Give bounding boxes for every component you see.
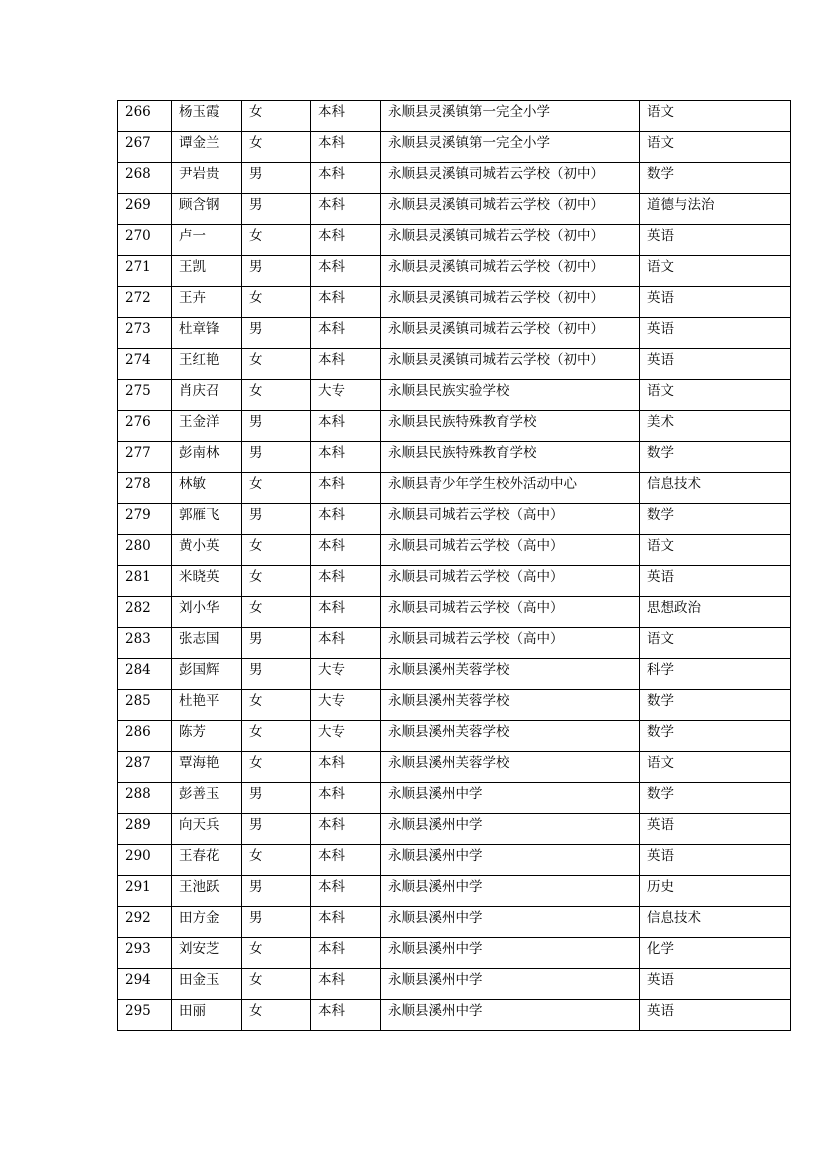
row-number-cell: 283	[118, 628, 172, 659]
school-cell: 永顺县民族特殊教育学校	[381, 411, 640, 442]
school-cell: 永顺县司城若云学校（高中）	[381, 628, 640, 659]
education-cell: 本科	[311, 907, 381, 938]
subject-cell: 语文	[640, 535, 791, 566]
gender-cell: 男	[242, 783, 311, 814]
row-number-cell: 291	[118, 876, 172, 907]
gender-cell: 女	[242, 535, 311, 566]
name-cell: 彭国辉	[172, 659, 242, 690]
school-cell: 永顺县溪州中学	[381, 1000, 640, 1031]
table-row	[118, 504, 791, 535]
name-cell: 米晓英	[172, 566, 242, 597]
row-number-cell: 295	[118, 1000, 172, 1031]
row-number-cell: 280	[118, 535, 172, 566]
education-cell: 本科	[311, 132, 381, 163]
subject-cell: 思想政治	[640, 597, 791, 628]
name-cell: 彭南林	[172, 442, 242, 473]
subject-cell: 英语	[640, 349, 791, 380]
table-row	[118, 597, 791, 628]
name-cell: 杨玉霞	[172, 101, 242, 132]
school-cell: 永顺县民族特殊教育学校	[381, 442, 640, 473]
name-cell: 田丽	[172, 1000, 242, 1031]
gender-cell: 女	[242, 101, 311, 132]
name-cell: 覃海艳	[172, 752, 242, 783]
education-cell: 本科	[311, 473, 381, 504]
row-number-cell: 268	[118, 163, 172, 194]
name-cell: 谭金兰	[172, 132, 242, 163]
gender-cell: 女	[242, 721, 311, 752]
gender-cell: 男	[242, 814, 311, 845]
row-number-cell: 279	[118, 504, 172, 535]
education-cell: 本科	[311, 225, 381, 256]
subject-cell: 英语	[640, 318, 791, 349]
roster-body	[118, 101, 791, 1031]
subject-cell: 语文	[640, 380, 791, 411]
gender-cell: 男	[242, 876, 311, 907]
education-cell: 本科	[311, 256, 381, 287]
name-cell: 王春花	[172, 845, 242, 876]
school-cell: 永顺县溪州中学	[381, 969, 640, 1000]
table-row	[118, 380, 791, 411]
name-cell: 杜艳平	[172, 690, 242, 721]
row-number-cell: 275	[118, 380, 172, 411]
gender-cell: 女	[242, 1000, 311, 1031]
row-number-cell: 274	[118, 349, 172, 380]
education-cell: 本科	[311, 1000, 381, 1031]
subject-cell: 数学	[640, 690, 791, 721]
row-number-cell: 278	[118, 473, 172, 504]
school-cell: 永顺县司城若云学校（高中）	[381, 504, 640, 535]
subject-cell: 数学	[640, 442, 791, 473]
gender-cell: 女	[242, 566, 311, 597]
name-cell: 王凯	[172, 256, 242, 287]
school-cell: 永顺县溪州芙蓉学校	[381, 659, 640, 690]
gender-cell: 男	[242, 163, 311, 194]
table-row	[118, 938, 791, 969]
school-cell: 永顺县司城若云学校（高中）	[381, 597, 640, 628]
school-cell: 永顺县灵溪镇司城若云学校（初中）	[381, 163, 640, 194]
education-cell: 本科	[311, 876, 381, 907]
name-cell: 卢一	[172, 225, 242, 256]
education-cell: 本科	[311, 938, 381, 969]
name-cell: 刘小华	[172, 597, 242, 628]
name-cell: 陈芳	[172, 721, 242, 752]
name-cell: 王池跃	[172, 876, 242, 907]
table-row	[118, 1000, 791, 1031]
name-cell: 田金玉	[172, 969, 242, 1000]
row-number-cell: 271	[118, 256, 172, 287]
education-cell: 本科	[311, 845, 381, 876]
education-cell: 本科	[311, 101, 381, 132]
subject-cell: 化学	[640, 938, 791, 969]
gender-cell: 女	[242, 225, 311, 256]
name-cell: 林敏	[172, 473, 242, 504]
name-cell: 尹岩贵	[172, 163, 242, 194]
education-cell: 本科	[311, 566, 381, 597]
row-number-cell: 285	[118, 690, 172, 721]
name-cell: 彭善玉	[172, 783, 242, 814]
row-number-cell: 276	[118, 411, 172, 442]
table-row	[118, 287, 791, 318]
school-cell: 永顺县青少年学生校外活动中心	[381, 473, 640, 504]
education-cell: 本科	[311, 349, 381, 380]
school-cell: 永顺县灵溪镇司城若云学校（初中）	[381, 194, 640, 225]
subject-cell: 英语	[640, 287, 791, 318]
gender-cell: 女	[242, 752, 311, 783]
table-row	[118, 721, 791, 752]
row-number-cell: 277	[118, 442, 172, 473]
education-cell: 本科	[311, 535, 381, 566]
name-cell: 向天兵	[172, 814, 242, 845]
school-cell: 永顺县灵溪镇司城若云学校（初中）	[381, 318, 640, 349]
table-row	[118, 349, 791, 380]
row-number-cell: 284	[118, 659, 172, 690]
gender-cell: 女	[242, 473, 311, 504]
name-cell: 张志国	[172, 628, 242, 659]
school-cell: 永顺县溪州中学	[381, 907, 640, 938]
subject-cell: 科学	[640, 659, 791, 690]
school-cell: 永顺县灵溪镇司城若云学校（初中）	[381, 225, 640, 256]
school-cell: 永顺县司城若云学校（高中）	[381, 566, 640, 597]
subject-cell: 英语	[640, 969, 791, 1000]
gender-cell: 女	[242, 938, 311, 969]
row-number-cell: 272	[118, 287, 172, 318]
subject-cell: 语文	[640, 101, 791, 132]
education-cell: 大专	[311, 721, 381, 752]
name-cell: 杜章锋	[172, 318, 242, 349]
education-cell: 本科	[311, 442, 381, 473]
table-row	[118, 535, 791, 566]
row-number-cell: 267	[118, 132, 172, 163]
name-cell: 田方金	[172, 907, 242, 938]
table-row	[118, 628, 791, 659]
subject-cell: 语文	[640, 132, 791, 163]
table-row	[118, 566, 791, 597]
table-row	[118, 194, 791, 225]
table-row	[118, 814, 791, 845]
name-cell: 王卉	[172, 287, 242, 318]
row-number-cell: 286	[118, 721, 172, 752]
education-cell: 本科	[311, 814, 381, 845]
table-row	[118, 969, 791, 1000]
school-cell: 永顺县溪州芙蓉学校	[381, 690, 640, 721]
name-cell: 黄小英	[172, 535, 242, 566]
subject-cell: 数学	[640, 504, 791, 535]
row-number-cell: 269	[118, 194, 172, 225]
education-cell: 本科	[311, 411, 381, 442]
subject-cell: 信息技术	[640, 473, 791, 504]
subject-cell: 英语	[640, 225, 791, 256]
subject-cell: 数学	[640, 163, 791, 194]
table-row	[118, 225, 791, 256]
education-cell: 大专	[311, 380, 381, 411]
education-cell: 本科	[311, 752, 381, 783]
table-row	[118, 690, 791, 721]
school-cell: 永顺县灵溪镇司城若云学校（初中）	[381, 256, 640, 287]
education-cell: 本科	[311, 194, 381, 225]
school-cell: 永顺县溪州芙蓉学校	[381, 752, 640, 783]
school-cell: 永顺县灵溪镇司城若云学校（初中）	[381, 349, 640, 380]
gender-cell: 女	[242, 690, 311, 721]
education-cell: 大专	[311, 690, 381, 721]
gender-cell: 男	[242, 194, 311, 225]
subject-cell: 美术	[640, 411, 791, 442]
subject-cell: 英语	[640, 1000, 791, 1031]
school-cell: 永顺县溪州中学	[381, 876, 640, 907]
education-cell: 本科	[311, 969, 381, 1000]
row-number-cell: 290	[118, 845, 172, 876]
gender-cell: 女	[242, 380, 311, 411]
gender-cell: 女	[242, 287, 311, 318]
table-row	[118, 411, 791, 442]
table-row	[118, 473, 791, 504]
gender-cell: 男	[242, 411, 311, 442]
gender-cell: 女	[242, 132, 311, 163]
row-number-cell: 281	[118, 566, 172, 597]
row-number-cell: 289	[118, 814, 172, 845]
subject-cell: 道德与法治	[640, 194, 791, 225]
education-cell: 本科	[311, 163, 381, 194]
subject-cell: 英语	[640, 845, 791, 876]
subject-cell: 英语	[640, 566, 791, 597]
row-number-cell: 266	[118, 101, 172, 132]
table-row	[118, 318, 791, 349]
name-cell: 肖庆召	[172, 380, 242, 411]
education-cell: 本科	[311, 783, 381, 814]
name-cell: 刘安芝	[172, 938, 242, 969]
gender-cell: 女	[242, 969, 311, 1000]
row-number-cell: 273	[118, 318, 172, 349]
subject-cell: 英语	[640, 814, 791, 845]
row-number-cell: 294	[118, 969, 172, 1000]
name-cell: 顾含钢	[172, 194, 242, 225]
gender-cell: 男	[242, 504, 311, 535]
education-cell: 大专	[311, 659, 381, 690]
table-row	[118, 442, 791, 473]
school-cell: 永顺县溪州中学	[381, 783, 640, 814]
school-cell: 永顺县溪州中学	[381, 814, 640, 845]
gender-cell: 男	[242, 318, 311, 349]
subject-cell: 语文	[640, 256, 791, 287]
school-cell: 永顺县溪州中学	[381, 845, 640, 876]
school-cell: 永顺县司城若云学校（高中）	[381, 535, 640, 566]
school-cell: 永顺县灵溪镇第一完全小学	[381, 132, 640, 163]
gender-cell: 男	[242, 907, 311, 938]
row-number-cell: 270	[118, 225, 172, 256]
education-cell: 本科	[311, 628, 381, 659]
school-cell: 永顺县溪州芙蓉学校	[381, 721, 640, 752]
name-cell: 郭雁飞	[172, 504, 242, 535]
school-cell: 永顺县灵溪镇司城若云学校（初中）	[381, 287, 640, 318]
name-cell: 王红艳	[172, 349, 242, 380]
subject-cell: 数学	[640, 721, 791, 752]
gender-cell: 男	[242, 628, 311, 659]
table-row	[118, 101, 791, 132]
row-number-cell: 293	[118, 938, 172, 969]
name-cell: 王金洋	[172, 411, 242, 442]
table-row	[118, 659, 791, 690]
roster-table	[117, 100, 791, 1031]
education-cell: 本科	[311, 597, 381, 628]
gender-cell: 男	[242, 659, 311, 690]
gender-cell: 女	[242, 845, 311, 876]
table-row	[118, 256, 791, 287]
gender-cell: 女	[242, 597, 311, 628]
subject-cell: 语文	[640, 628, 791, 659]
row-number-cell: 282	[118, 597, 172, 628]
gender-cell: 男	[242, 442, 311, 473]
gender-cell: 男	[242, 256, 311, 287]
row-number-cell: 288	[118, 783, 172, 814]
education-cell: 本科	[311, 504, 381, 535]
table-row	[118, 752, 791, 783]
school-cell: 永顺县灵溪镇第一完全小学	[381, 101, 640, 132]
education-cell: 本科	[311, 287, 381, 318]
gender-cell: 女	[242, 349, 311, 380]
table-row	[118, 907, 791, 938]
table-row	[118, 132, 791, 163]
row-number-cell: 292	[118, 907, 172, 938]
subject-cell: 信息技术	[640, 907, 791, 938]
subject-cell: 数学	[640, 783, 791, 814]
education-cell: 本科	[311, 318, 381, 349]
table-row	[118, 876, 791, 907]
table-row	[118, 783, 791, 814]
school-cell: 永顺县民族实验学校	[381, 380, 640, 411]
row-number-cell: 287	[118, 752, 172, 783]
table-row	[118, 163, 791, 194]
subject-cell: 语文	[640, 752, 791, 783]
school-cell: 永顺县溪州中学	[381, 938, 640, 969]
table-row	[118, 845, 791, 876]
subject-cell: 历史	[640, 876, 791, 907]
